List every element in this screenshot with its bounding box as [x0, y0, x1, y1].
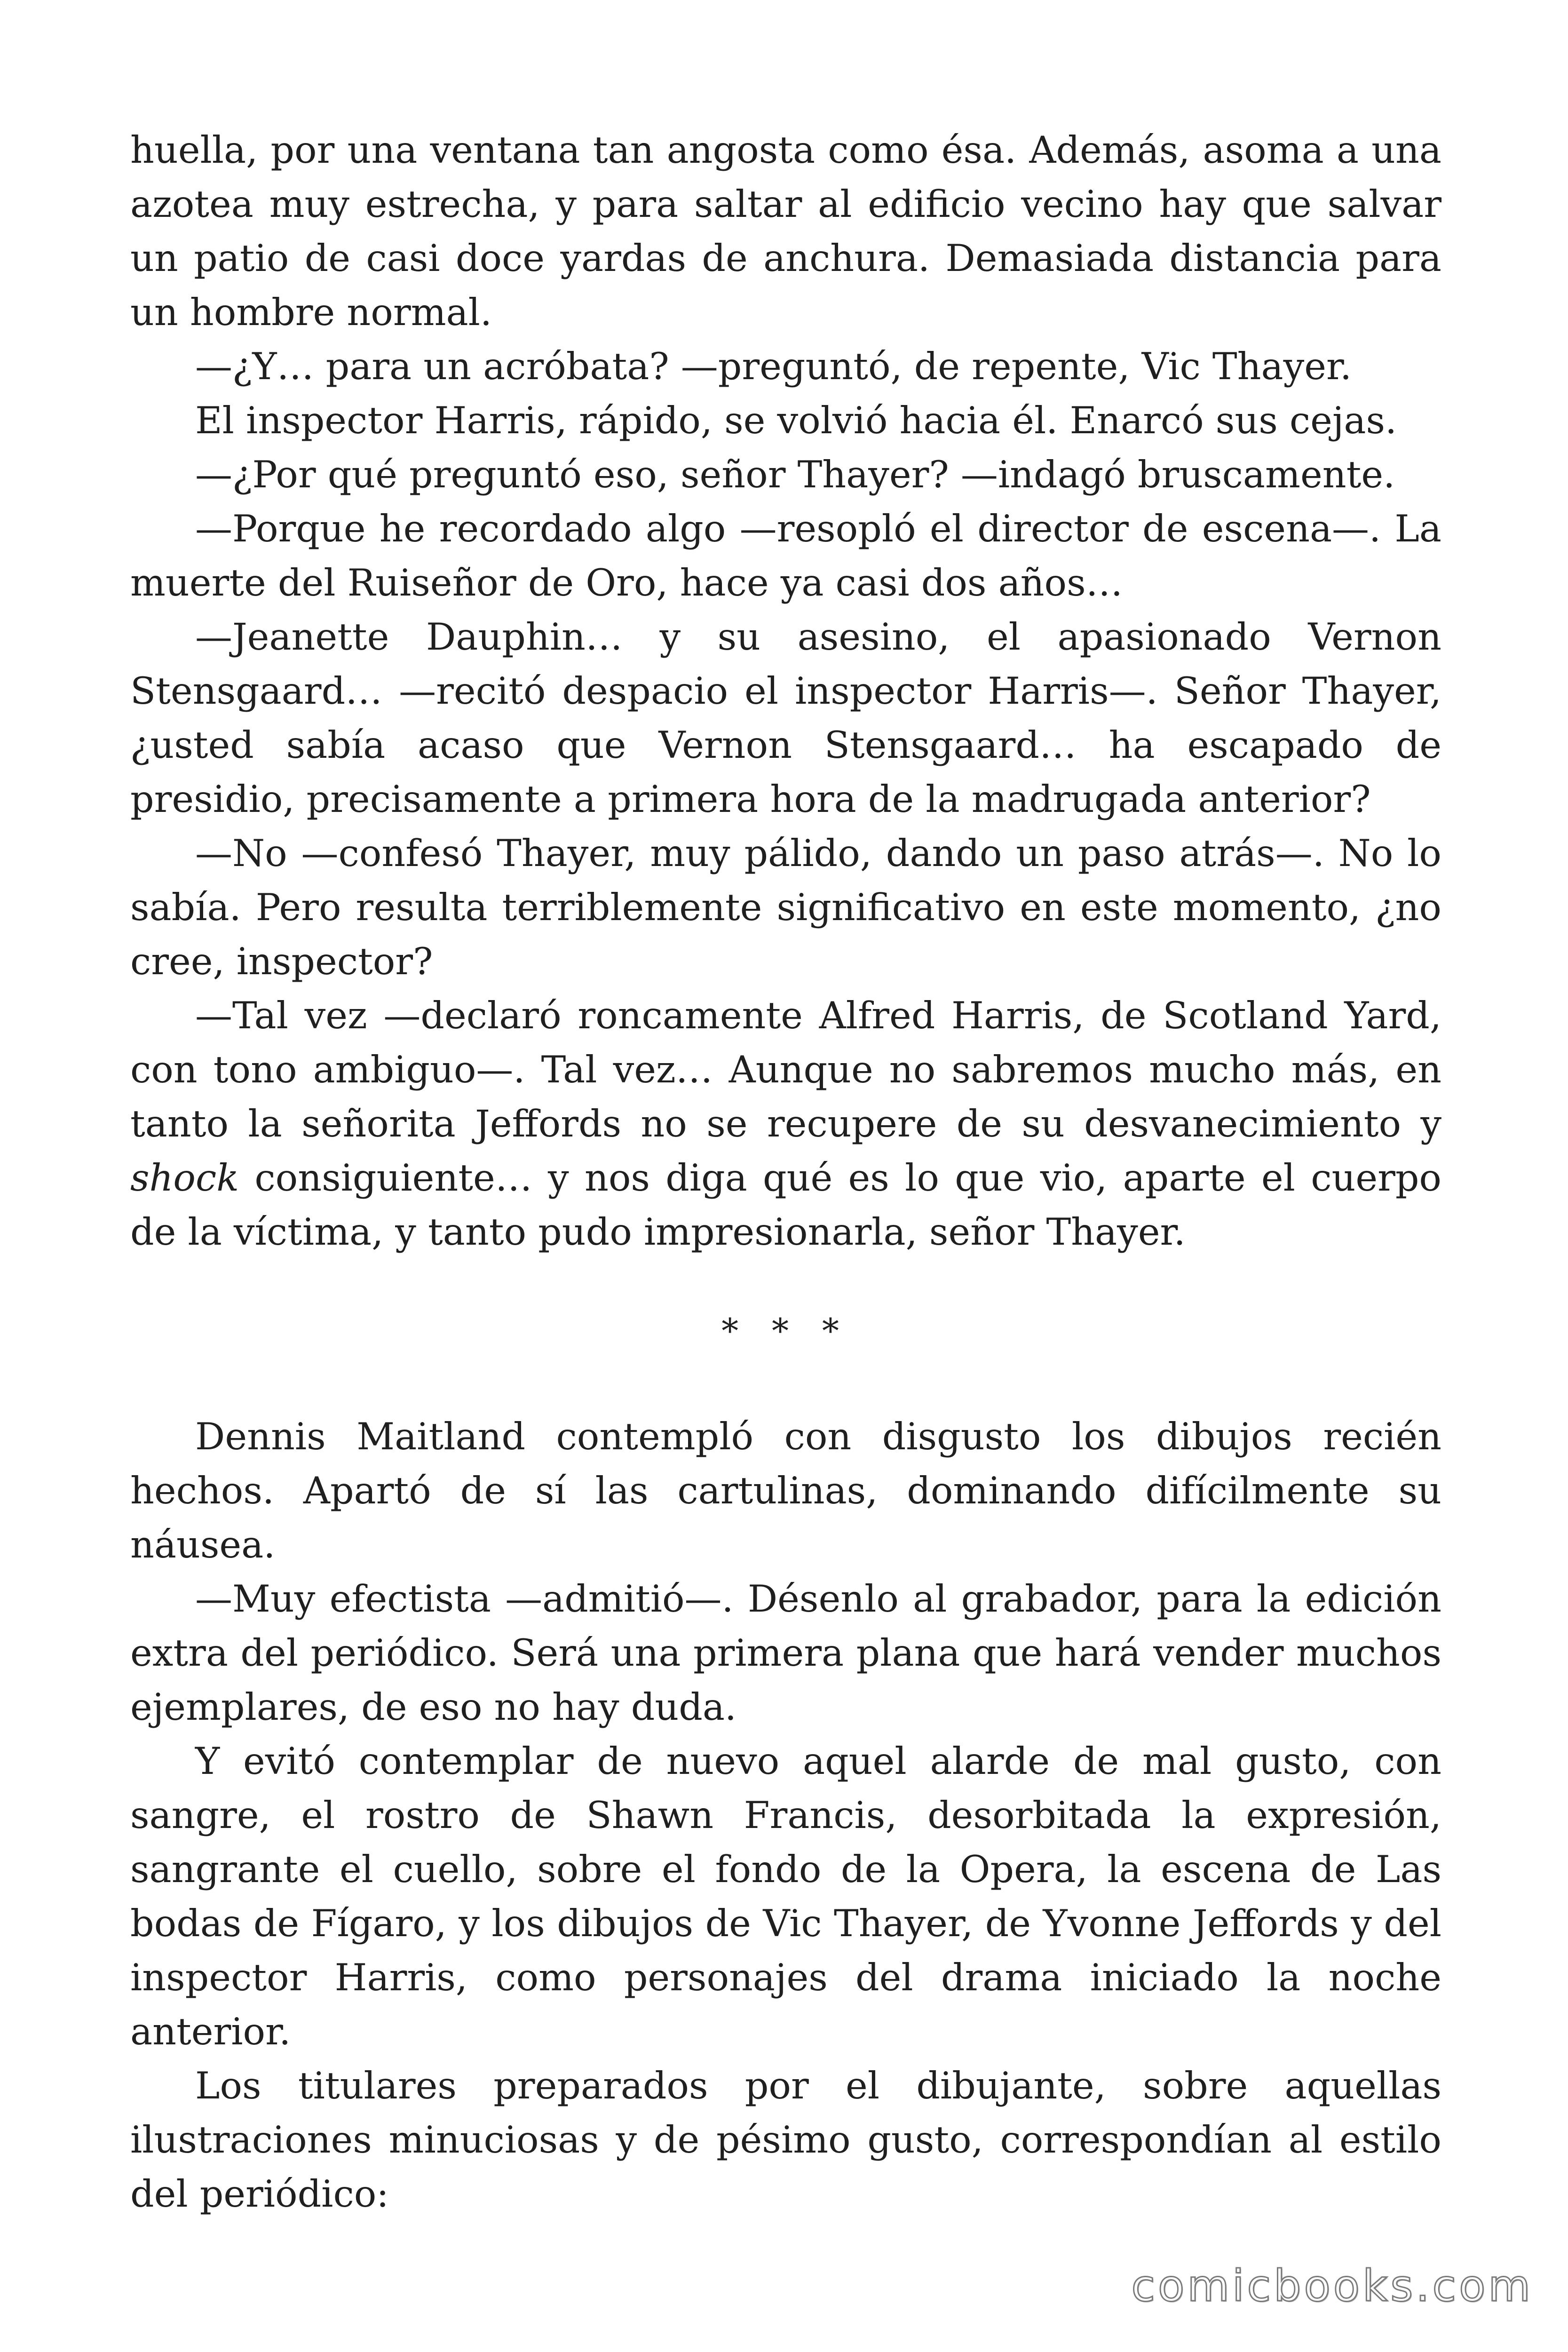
paragraph-text-before: —Tal vez —declaró roncamente Alfred Harris, de Scotland Yard, con tono ambiguo—. Tal vez… Aunque no sabremos mucho más, en tanto la señorita Jeffords no se recupere de su desvanecimiento y	[130, 994, 1441, 1145]
paragraph-dialogue: —Porque he recordado algo —resopló el director de escena—. La muerte del Ruiseñor de Oro, hace ya casi dos años…	[130, 507, 1441, 604]
paragraph-text-after: consiguiente… y nos diga qué es lo que vio, aparte el cuerpo de la víctima, y tanto pudo impresionarla, señor Thayer.	[130, 1156, 1441, 1254]
paragraph-dialogue: —¿Y… para un acróbata? —preguntó, de repente, Vic Thayer.	[195, 345, 1352, 388]
section-2	[130, 1410, 1441, 2221]
paragraph-dialogue: —Muy efectista —admitió—. Désenlo al grabador, para la edición extra del periódico. Será una primera plana que hará vender muchos ejemplares, de eso no hay duda.	[130, 1577, 1441, 1729]
italic-word: shock	[130, 1156, 239, 1200]
paragraph-dialogue	[130, 989, 1441, 1259]
scene-separator: * * *	[721, 1311, 850, 1351]
paragraph-dialogue: —¿Por qué preguntó eso, señor Thayer? —indagó bruscamente.	[195, 453, 1395, 496]
paragraph-dialogue: —No —confesó Thayer, muy pálido, dando un paso atrás—. No lo sabía. Pero resulta terriblemente significativo en este momento, ¿no cree, inspector?	[130, 832, 1441, 983]
paragraph-dialogue: —Jeanette Dauphin… y su asesino, el apasionado Vernon Stensgaard… —recitó despacio el inspector Harris—. Señor Thayer, ¿usted sabía acaso que Vernon Stensgaard… ha escapado de presidio, precisamente a primera hora de la madrugada anterior?	[130, 615, 1441, 821]
paragraph-narration: Los titulares preparados por el dibujante, sobre aquellas ilustraciones minuciosas y de pésimo gusto, correspondían al estilo del periódico:	[130, 2064, 1441, 2216]
book-page	[130, 123, 1441, 2221]
paragraph-continuation: huella, por una ventana tan angosta como ésa. Además, asoma a una azotea muy estrecha, y para saltar al edificio vecino hay que salvar un patio de casi doce yardas de anchura. Demasiada distancia para un hombre normal.	[130, 128, 1441, 334]
section-1	[130, 123, 1441, 1259]
paragraph-narration: Y evitó contemplar de nuevo aquel alarde de mal gusto, con sangre, el rostro de Shawn Francis, desorbitada la expresión, sangrante el cuello, sobre el fondo de la Opera, la escena de Las bodas de Fígaro, y los dibujos de Vic Thayer, de Yvonne Jeffords y del inspector Harris, como personajes del drama iniciado la noche anterior.	[130, 1740, 1441, 2053]
paragraph-narration: El inspector Harris, rápido, se volvió hacia él. Enarcó sus cejas.	[195, 399, 1397, 442]
paragraph-narration: Dennis Maitland contempló con disgusto los dibujos recién hechos. Apartó de sí las cartulinas, dominando difícilmente su náusea.	[130, 1415, 1441, 1566]
watermark-logo: comicbooks.com	[1131, 2261, 1533, 2311]
